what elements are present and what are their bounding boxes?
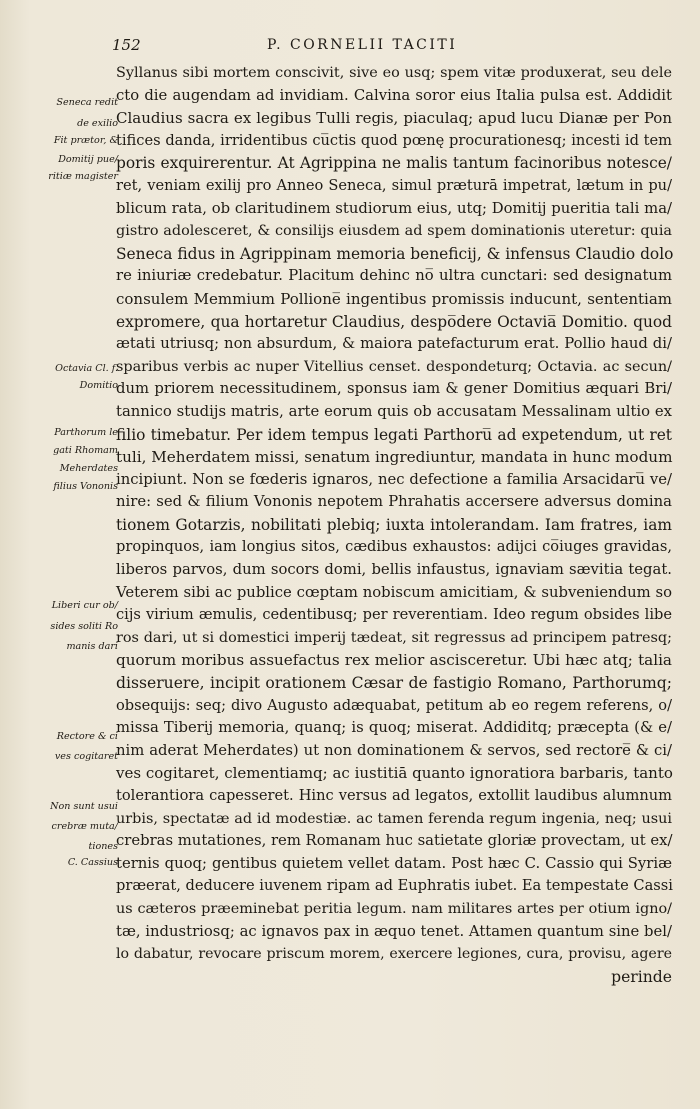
text-line: tifices danda, irridentibus cu̅ctis quod pœnę procurationesq; incesti id tem	[116, 131, 672, 149]
margin-note: Parthorum le	[54, 427, 118, 438]
margin-note: Non sunt usui	[50, 801, 118, 812]
text-line: nire: sed & filium Vononis nepotem Phrahatis accersere adversus domina	[116, 493, 672, 511]
text-line: perinde	[611, 967, 672, 986]
text-line: ves cogitaret, clementiamq; ac iustitiā quanto ignoratiora barbaris, tanto	[116, 764, 673, 783]
text-line: tannico studijs matris, arte eorum quis ob accusatam Messalinam ultio ex	[116, 402, 672, 420]
text-line: nim aderat Meherdates) ut non dominationem & servos, sed rectore̅ & ci/	[116, 741, 672, 759]
margin-note: ves cogitaret	[54, 751, 118, 762]
text-line: poris exquirerentur. At Agrippina ne malis tantum facinoribus notesce/	[116, 154, 672, 173]
margin-note: tiones	[88, 841, 118, 852]
text-line: crebras mutationes, rem Romanam huc satietate gloriæ provectam, ut ex/	[116, 832, 673, 850]
text-line: blicum rata, ob claritudinem studiorum eius, utq; Domitij pueritia tali ma/	[116, 199, 672, 217]
margin-note: Meherdates	[59, 463, 118, 474]
text-line: præerat, deducere iuvenem ripam ad Euphratis iubet. Ea tempestate Cassi	[116, 877, 673, 895]
page-header	[112, 36, 672, 60]
text-line: Veterem sibi ac publice cœptam nobiscum amicitiam, & subveniendum so	[116, 583, 672, 601]
margin-note: gati Rhomam	[53, 445, 118, 456]
text-line: liberos parvos, dum socors domi, bellis infaustus, ignaviam sævitia tegat.	[116, 561, 672, 579]
text-line: tionem Gotarzis, nobilitati plebiq; iuxta intolerandam. Iam fratres, iam	[116, 515, 672, 534]
text-line: Seneca fidus in Agrippinam memoria beneficij, & infensus Claudio dolo	[116, 244, 674, 263]
text-line: gistro adolesceret, & consilijs eiusdem ad spem dominationis uteretur: quia	[116, 223, 672, 240]
page-number: 152	[112, 36, 141, 54]
margin-note: Fit prætor, &	[53, 135, 118, 146]
text-line: dum priorem necessitudinem, sponsus iam & gener Domitius æquari Bri/	[116, 380, 672, 398]
margin-note: de exilio	[77, 118, 118, 129]
text-line: obsequijs: seq; divo Augusto adæquabat, petitum ab eo regem referens, o/	[116, 696, 672, 714]
text-line: ætati utriusq; non absurdum, & maiora patefacturum erat. Pollio haud di/	[116, 335, 672, 353]
text-line: consulem Memmium Pollione̅ ingentibus promissis inducunt, sententiam	[116, 289, 672, 308]
text-line: cto die augendam ad invidiam. Calvina soror eius Italia pulsa est. Addidit	[116, 86, 672, 104]
text-line: quorum moribus assuefactus rex melior asciscеretur. Ubi hæc atq; talia	[116, 651, 672, 670]
text-line: Claudius sacra ex legibus Tulli regis, piaculaq; apud lucu Dianæ per Pon	[116, 109, 672, 128]
margin-note: manis dari	[66, 641, 118, 652]
text-line: ros dari, ut si domestici imperij tædeat, sit regressus ad principem patresq;	[116, 629, 672, 646]
text-line: lo dabatur, revocare priscum morem, exercere legiones, cura, provisu, agere	[116, 946, 672, 963]
margin-note: sides soliti Ro	[50, 621, 118, 632]
margin-note: crebræ muta/	[51, 821, 118, 832]
margin-note: filius Vononis	[53, 481, 118, 492]
text-line: us cæteros præeminebat peritia legum. nam militares artes per otium igno/	[116, 900, 672, 917]
margin-note: Liberi cur ob/	[51, 600, 118, 611]
margin-note: Seneca redit	[56, 97, 118, 108]
margin-note: Domitio	[79, 380, 118, 391]
text-line: sparibus verbis ac nuper Vitellius censet. despondeturq; Octavia. ac secun/	[116, 358, 672, 375]
text-line: Syllanus sibi mortem conscivit, sive eo usq; spem vitæ produxerat, seu dele	[116, 65, 672, 81]
text-block	[116, 62, 672, 988]
text-line: filio timebatur. Per idem tempus legati Parthoru̅ ad expetendum, ut ret	[116, 425, 672, 444]
running-title: P. CORNELII TACITI	[267, 37, 458, 53]
text-line: tolerantiora capesseret. Hinc versus ad legatos, extollit laudibus alumnum	[116, 787, 672, 804]
text-line: disseruere, incipit orationem Cæsar de fastigio Romano, Parthorumq;	[116, 674, 672, 693]
margin-note: C. Cassius	[67, 857, 118, 868]
margin-note: ritiæ magister	[48, 171, 118, 182]
text-line: re iniuriæ credebatur. Placitum dehinc no̅ ultra cunctari: sed designatum	[116, 267, 672, 285]
margin-note: Octavia Cl. f.	[55, 363, 118, 374]
text-line: ret, veniam exilij pro Anneo Seneca, simul præturā impetrat, lætum in pu/	[116, 176, 672, 194]
text-line: missa Tiberij memoria, quanq; is quoq; miserat. Addiditq; præcepta (& e/	[116, 719, 672, 737]
text-line: cijs virium æmulis, cedentibusq; per reverentiam. Ideo regum obsides libe	[116, 606, 672, 624]
text-line: tuli, Meherdatem missi, senatum ingrediuntur, mandata in hunc modum	[116, 448, 673, 467]
text-line: urbis, spectatæ ad id modestiæ. ac tamen ferenda regum ingenia, neq; usui	[116, 810, 672, 827]
text-line: incipiunt. Non se fœderis ignaros, nec defectione a familia Arsacidaru̅ ve/	[116, 470, 672, 488]
margin-note: Domitij pue/	[58, 154, 118, 165]
text-line: ternis quoq; gentibus quietem vellet datam. Post hæc C. Cassio qui Syriæ	[116, 854, 672, 872]
margin-note: Rectore & ci	[56, 731, 118, 742]
text-line: propinquos, iam longius sitos, cædibus exhaustos: adijci co̅iuges gravidas,	[116, 538, 672, 556]
text-line: expromere, qua hortaretur Claudius, despo̅dere Octavia̅ Domitio. quod	[116, 312, 672, 331]
text-line: tæ, industriosq; ac ignavos pax in æquo tenet. Attamen quantum sine bel/	[116, 922, 672, 940]
